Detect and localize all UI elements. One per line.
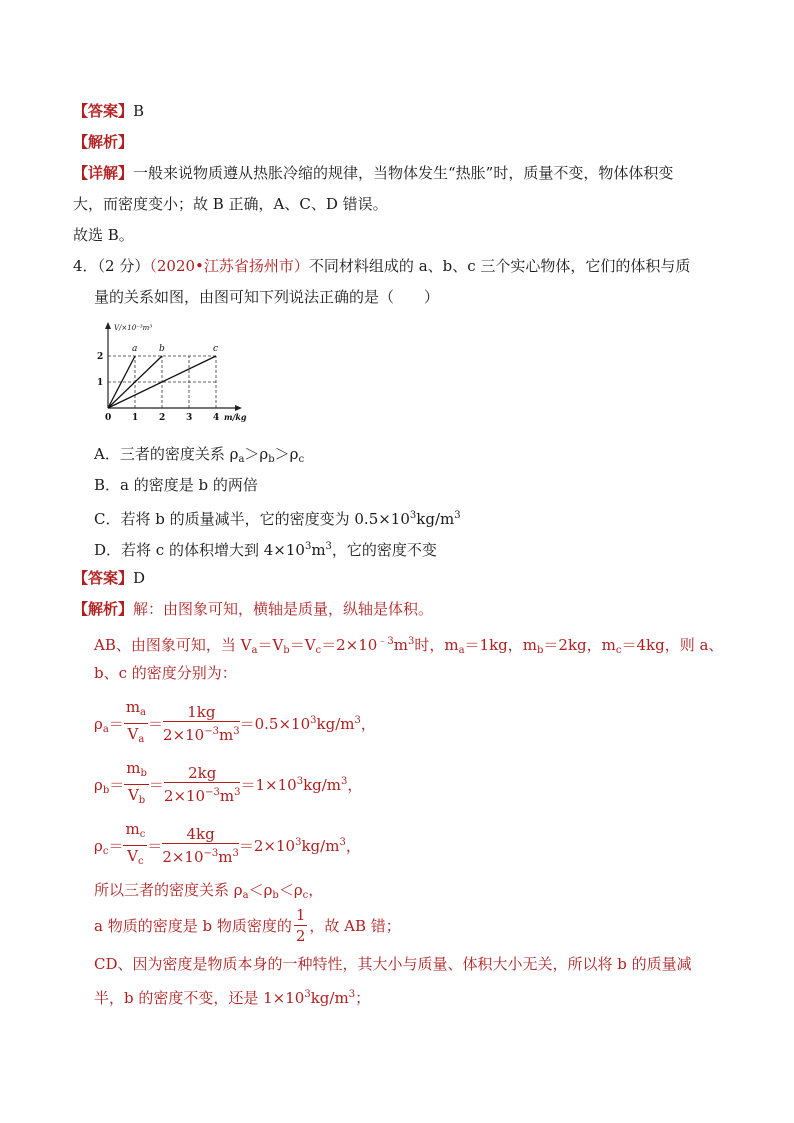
vol-c-den: 2×10: [162, 848, 204, 866]
answer-value: B: [133, 102, 145, 120]
answer-tag: 【答案】: [73, 569, 134, 587]
y-axis-arrow: [105, 322, 111, 329]
series-label-a: a: [132, 344, 138, 354]
series-label-c: c: [213, 344, 219, 354]
option-d-text: D．若将 c 的体积增大到 4×10: [94, 541, 305, 559]
mass-a: 1kg: [163, 703, 240, 722]
result-b: 1×10: [255, 776, 297, 794]
answer-tag: 【答案】: [73, 102, 134, 120]
stem-text-1: 不同材料组成的 a、b、c 三个实心物体，它们的体积与质: [308, 257, 691, 275]
detail-tag: 【详解】: [73, 164, 134, 182]
stem-text-2: 量的关系如图，由图可知下列说法正确的是（ ）: [94, 288, 440, 306]
analysis-tag: 【解析】: [73, 133, 134, 151]
q3-answer-line: [73, 101, 144, 121]
half-num: 1: [295, 906, 306, 924]
y-axis-label: V/×10⁻³m³: [114, 324, 153, 332]
formula-rho-b: $\rho_b=$ $\frac{m_b}{V_b}$ ＝ $\frac{2kg}{2\times 10^{-3}m^3}$ $=1\times 10^3kg/m^3$，: [94, 759, 363, 806]
result-c: 2×10: [253, 837, 296, 855]
q3-detail-line2: [73, 194, 388, 214]
cd-line1: [94, 954, 692, 974]
half-text: a 物质的密度是 b 物质密度的: [94, 917, 292, 935]
option-a-text: A．三者的密度关系: [94, 445, 230, 463]
x-tick-label: 0: [105, 413, 112, 423]
q4-analysis-line: [73, 599, 433, 619]
unit-a: kg/m: [316, 715, 355, 733]
series-label-b: b: [159, 344, 165, 354]
x-tick-label: 4: [213, 413, 220, 423]
volume-mass-chart: [94, 320, 254, 430]
x-axis-label: m/kg: [224, 412, 247, 422]
q4-stem-line2: [94, 287, 439, 307]
option-b-text: B．a 的密度是 b 的两倍: [94, 476, 258, 494]
question-source: 2020•江苏省扬州市: [156, 257, 294, 275]
detail-text-1: 一般来说物质遵从热胀冷缩的规律，当物体发生“热胀”时，质量不变，物体体积变: [133, 164, 674, 182]
ab-line1: AB、由图象可知，当 $V_a=V_b=V_c=2\times 10^{﹣3}m^3$时，$m_a=1kg$，$m_b=2kg$，$m_c=4kg$，则 a、: [94, 636, 724, 656]
relation-text: 所以三者的密度关系: [94, 881, 234, 899]
conclusion-text: 故选 B。: [73, 226, 134, 244]
mass-b: 2kg: [164, 764, 241, 783]
x-tick-label: 3: [186, 413, 193, 423]
option-d: D．若将 c 的体积增大到 $4\times 10^3m^3$，它的密度不变: [94, 541, 437, 559]
answer-value: D: [133, 569, 146, 587]
cd-text-1: CD、因为密度是物质本身的一种特性，其大小与质量、体积大小无关，所以将 b 的质量减: [94, 955, 692, 973]
half-line: [94, 906, 401, 945]
vol-a-den: 2×10: [163, 726, 205, 744]
q3-detail-line1: [73, 163, 673, 183]
cd-text-2: 半，b 的密度不变，还是 1×10: [94, 989, 305, 1007]
q3-conclusion: [73, 225, 134, 245]
half-den: 2: [295, 927, 306, 945]
y-tick-label: 2: [97, 352, 104, 362]
analysis-tag: 【解析】: [73, 600, 134, 618]
formula-rho-a: $\rho_a=$ $\frac{m_a}{V_a}$ ＝ $\frac{1kg}{2\times 10^{-3}m^3}$ $=0.5\times 10^3kg/m^3$，: [94, 698, 376, 745]
x-tick-label: 2: [159, 413, 166, 423]
source-close: ）: [293, 257, 309, 275]
question-score: （2 分）: [97, 257, 150, 275]
option-a: A．三者的密度关系 $\rho_a>\rho_b>\rho_c$: [94, 445, 305, 465]
formula-rho-c: $\rho_c=$ $\frac{m_c}{V_c}$ ＝ $\frac{4kg}{2\times 10^{-3}m^3}$ $=2\times 10^3kg/m^3$，: [94, 820, 361, 867]
relation-line: 所以三者的密度关系 $\rho_a<\rho_b<\rho_c$，: [94, 881, 324, 901]
q4-stem-line1: [73, 256, 690, 276]
half-suffix: ，故 AB 错；: [309, 917, 401, 935]
source-open: （: [149, 257, 157, 275]
x-tick-label: 1: [132, 413, 139, 423]
option-c: C．若将 b 的质量减半，它的密度变为 $0.5\times 10^3kg/m^3$: [94, 510, 461, 528]
ab-line2: [94, 663, 237, 683]
y-tick-label: 1: [97, 378, 104, 388]
unit-c: kg/m: [301, 837, 340, 855]
mass-c: 4kg: [162, 825, 239, 844]
ab-line2-text: b、c 的密度分别为：: [94, 664, 237, 682]
option-c-text: C．若将 b 的质量减半，它的密度变为 0.5×10: [94, 510, 410, 528]
unit-b: kg/m: [303, 776, 342, 794]
cd-line2: 半，b 的密度不变，还是 $1\times 10^3kg/m^3$；: [94, 989, 371, 1007]
analysis-intro: 解：由图象可知，横轴是质量，纵轴是体积。: [133, 600, 434, 618]
vol-b-den: 2×10: [163, 787, 206, 805]
result-a: 0.5×10: [254, 715, 311, 733]
q3-analysis-line: [73, 132, 133, 152]
detail-text-2: 大，而密度变小；故 B 正确，A、C、D 错误。: [73, 195, 388, 213]
option-b: [94, 475, 258, 495]
x-axis-arrow: [235, 405, 242, 411]
question-number: 4．: [73, 257, 98, 275]
q4-answer-line: [73, 568, 145, 588]
